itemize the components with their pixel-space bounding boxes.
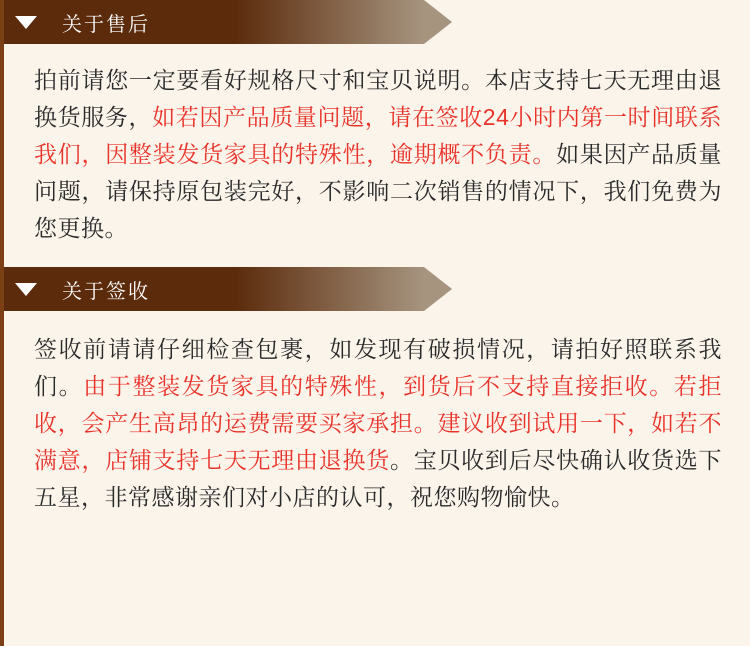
section-title-receipt: 关于签收: [62, 280, 150, 303]
triangle-down-icon: [4, 0, 48, 44]
text-run-normal: 拍前请您一定要看好规格尺寸和宝贝说明。本店支持七天无理由退换货服务，: [34, 67, 722, 130]
text-run-highlight: 如若因产品质量问题，请在签收24小时内第一时间联系我们，因整装发货家具的特殊性，逾期概不负责。: [34, 104, 722, 167]
header-bar-receipt: [4, 267, 424, 311]
section-header-after-sale: [4, 0, 750, 44]
section-body-receipt: [4, 311, 750, 526]
section-title-after-sale: 关于售后: [62, 13, 150, 36]
section-body-after-sale: [4, 44, 750, 257]
text-run-normal: 如果因产品质量问题，请保持原包装完好，不影响二次销售的情况下，我们免费为您更换。: [34, 141, 723, 241]
section-receipt: [4, 267, 750, 526]
triangle-down-icon: [4, 267, 48, 311]
section-header-receipt: [4, 267, 750, 311]
text-run-highlight: 由于整装发货家具的特殊性，到货后不支持直接拒收。若拒收，会产生高昂的运费需要买家承担。建议收到试用一下，如若不满意，店铺支持七天无理由退换货: [34, 373, 723, 473]
text-run-normal: 。宝贝收到后尽快确认收货选下五星，非常感谢亲们对小店的认可，祝您购物愉快。: [34, 447, 723, 510]
text-run-normal: 签收前请请仔细检查包裹，如发现有破损情况，请拍好照联系我们。: [34, 336, 722, 399]
section-after-sale: [4, 0, 750, 257]
header-bar-after-sale: [4, 0, 424, 44]
